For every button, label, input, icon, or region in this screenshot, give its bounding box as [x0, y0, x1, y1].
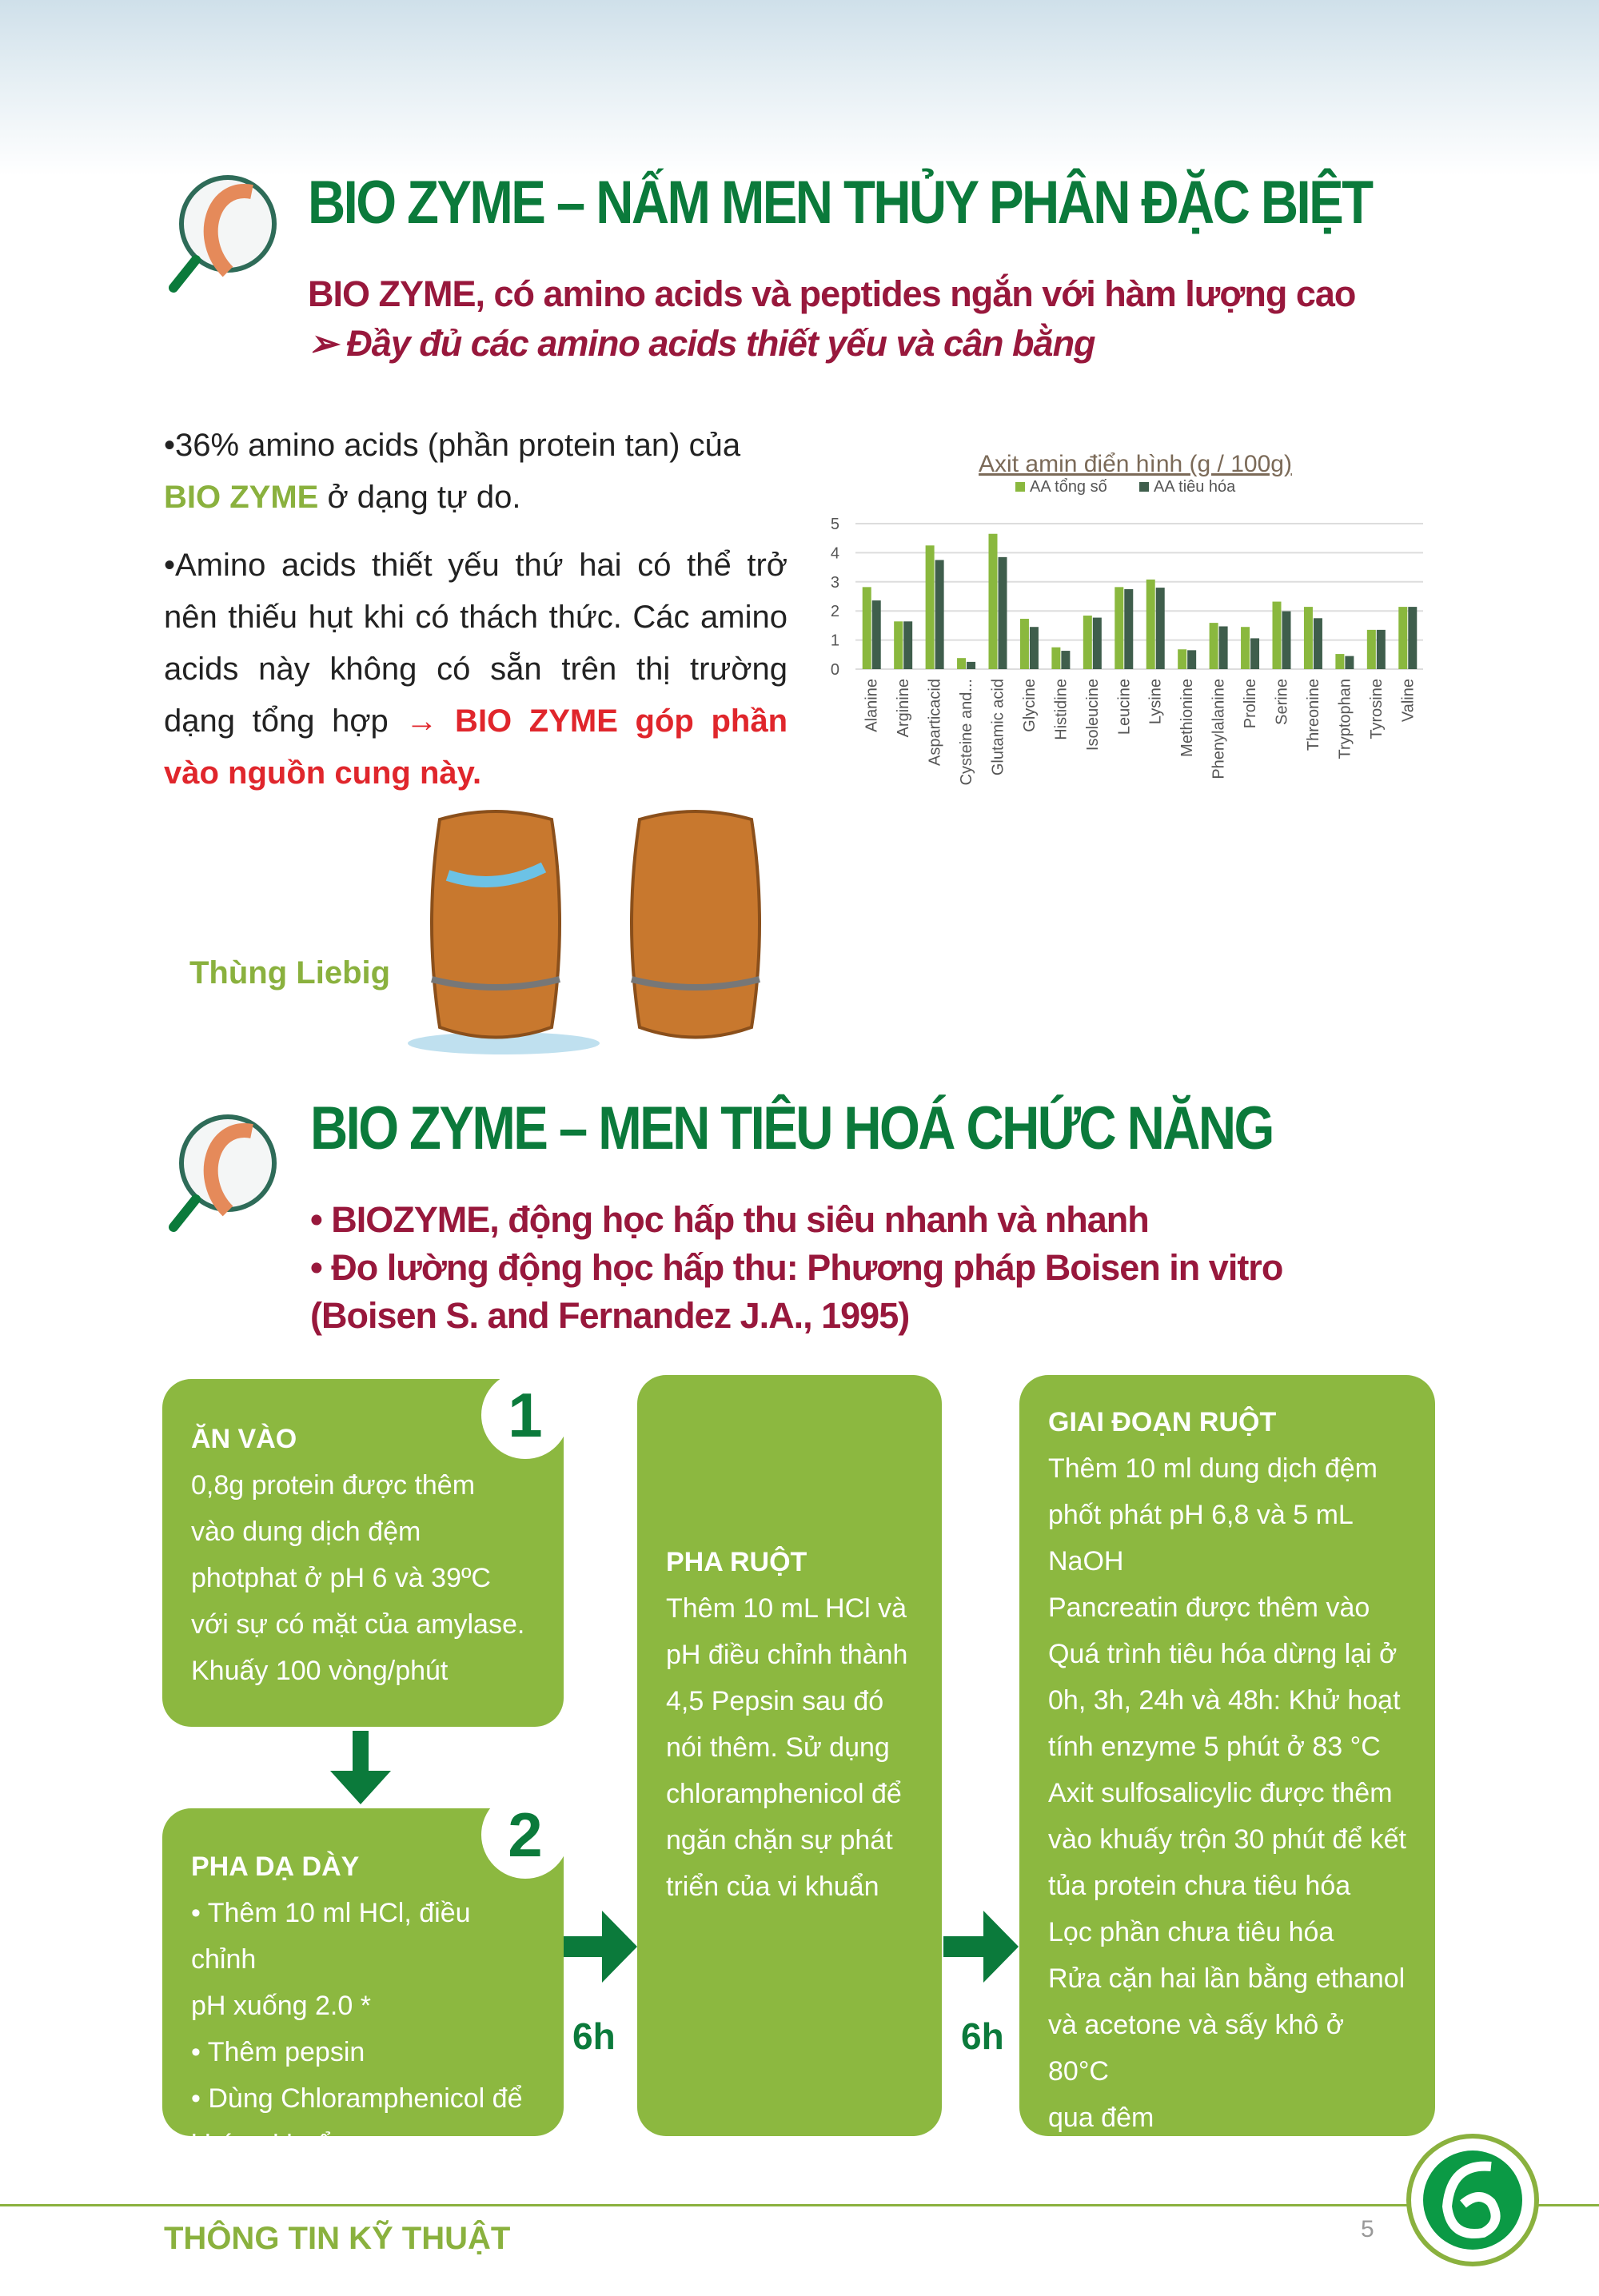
legend-swatch: [1139, 482, 1149, 492]
liebig-barrels-image: [400, 803, 847, 1059]
step-line: nói thêm. Sử dụng: [666, 1732, 890, 1763]
bar-total: [957, 658, 966, 669]
section1-title: BIO ZYME – NẤM MEN THỦY PHÂN ĐẶC BIỆT: [308, 169, 1372, 237]
p2-highlight: → BIO ZYME góp phần vào nguồn cung này.: [164, 704, 788, 791]
x-tick-label: Glutamic acid: [989, 679, 1007, 776]
step-title: ĂN VÀO: [191, 1424, 297, 1454]
p2-text: •Amino acids thiết yếu thứ hai có thể trở nên thiếu hụt khi có thách thức. Các amino acids này không có sẵn trên thị trường dạng tổng hợp: [164, 548, 788, 739]
x-tick-label: Histidine: [1052, 679, 1071, 740]
bar-total: [1210, 623, 1218, 669]
x-tick-label: Methionine: [1178, 679, 1197, 757]
step-title: PHA DẠ DÀY: [191, 1852, 360, 1882]
bar-total: [1178, 649, 1186, 669]
bar-total: [1051, 648, 1060, 669]
p1-brand: BIO ZYME: [164, 480, 319, 515]
bar-total: [989, 534, 998, 669]
step-line: kháng khuẩn: [191, 2130, 347, 2160]
x-tick-label: Asparticacid: [926, 679, 944, 766]
x-tick-label: Leucine: [1115, 679, 1134, 735]
step-line: Quá trình tiêu hóa dừng lại ở: [1048, 1639, 1398, 1669]
step-line: Khuấy 100 vòng/phút: [191, 1656, 449, 1686]
bar-total: [1146, 580, 1155, 669]
step-line: 0,8g protein được thêm: [191, 1470, 476, 1501]
step-line: Lọc phần chưa tiêu hóa: [1048, 1917, 1334, 1947]
step-line: • Thêm 10 ml HCl, điều chỉnh: [191, 1898, 471, 1975]
step-line: 4,5 Pepsin sau đó: [666, 1686, 884, 1716]
bar-total: [1083, 616, 1092, 669]
x-tick-label: Cysteine and...: [958, 679, 976, 786]
shrimp-magnifier-icon: [164, 1107, 284, 1235]
legend-label: AA tiêu hóa: [1154, 478, 1236, 496]
page-number: 5: [1361, 2216, 1374, 2242]
y-tick-label: 5: [830, 516, 839, 533]
water-header-background: [0, 0, 1599, 176]
step-line: pH xuống 2.0 *: [191, 1991, 371, 2021]
chart-title: Axit amin điển hình (g / 100g): [979, 451, 1292, 477]
bar-digested: [903, 621, 912, 669]
step-line: ngăn chặn sự phát: [666, 1825, 893, 1856]
bar-digested: [1156, 588, 1165, 669]
bar-digested: [1377, 630, 1386, 669]
arrow-right-icon: [943, 1911, 1019, 1983]
step-intestine-phase-box: [637, 1375, 942, 2136]
section1-subtitle: BIO ZYME, có amino acids và peptides ngắn với hàm lượng cao: [308, 273, 1356, 314]
p1-text-end: ở dạng tự do.: [318, 480, 521, 515]
step-line: chloramphenicol để: [666, 1779, 902, 1809]
x-tick-label: Tyrosine: [1367, 679, 1386, 739]
x-tick-label: Phenylalanine: [1210, 679, 1228, 779]
step-line: • Dùng Chloramphenicol để: [191, 2083, 523, 2114]
step-line: tủa protein chưa tiêu hóa: [1048, 1871, 1351, 1901]
paragraph-free-amino: [164, 420, 788, 524]
step-line: triển của vi khuẩn: [666, 1871, 879, 1902]
step-line: photphat ở pH 6 và 39ºC: [191, 1563, 491, 1593]
bar-total: [1273, 602, 1282, 669]
bar-digested: [1187, 650, 1196, 669]
step-line: vào dung dịch đệm: [191, 1517, 421, 1547]
arrow-down-icon: [322, 1731, 399, 1807]
bar-digested: [1282, 612, 1291, 669]
shrimp-magnifier-icon: [164, 168, 284, 296]
bar-total: [894, 621, 903, 669]
section2-line1: • BIOZYME, động học hấp thu siêu nhanh và nhanh: [310, 1199, 1149, 1240]
step-title: PHA RUỘT: [666, 1547, 807, 1577]
arrow-right-icon: [564, 1911, 637, 1983]
legend-label: AA tổng số: [1030, 478, 1107, 496]
step-line: phốt phát pH 6,8 và 5 mL: [1048, 1500, 1354, 1530]
y-tick-label: 3: [830, 573, 839, 592]
x-tick-label: Glycine: [1020, 679, 1039, 732]
bar-total: [1398, 607, 1407, 669]
section2-line3: (Boisen S. and Fernandez J.A., 1995): [310, 1295, 910, 1336]
bar-digested: [999, 557, 1007, 669]
bar-total: [1241, 627, 1250, 669]
bar-digested: [1124, 589, 1133, 669]
step-number-1: 1: [481, 1371, 569, 1459]
bar-digested: [1408, 607, 1417, 669]
bar-total: [1115, 587, 1123, 669]
paragraph-essential-amino: [164, 540, 788, 799]
legend-swatch: [1015, 482, 1025, 492]
step-line: vào khuấy trộn 30 phút để kết: [1048, 1824, 1406, 1855]
bar-total: [926, 545, 935, 669]
bar-total: [1367, 630, 1376, 669]
x-tick-label: Lysine: [1146, 679, 1165, 725]
step-line: qua đêm: [1048, 2103, 1154, 2133]
section2-line2: • Đo lường động học hấp thu: Phương pháp Boisen in vitro: [310, 1247, 1283, 1288]
step-line: • Thêm pepsin: [191, 2037, 365, 2067]
footer-divider: [0, 2204, 1599, 2206]
section1-bullet: ➢ Đầy đủ các amino acids thiết yếu và cân bằng: [308, 323, 1095, 364]
step-intestinal-stage-box: [1019, 1375, 1435, 2136]
bar-total: [1335, 654, 1344, 669]
step-number-2: 2: [481, 1791, 569, 1879]
bar-digested: [935, 560, 944, 670]
brand-logo: [1403, 2131, 1543, 2270]
step-line: Thêm 10 ml dung dịch đệm: [1048, 1453, 1378, 1484]
step-line: với sự có mặt của amylase.: [191, 1609, 525, 1640]
step-line: NaOH: [1048, 1546, 1124, 1577]
time-label-2: 6h: [961, 2015, 1004, 2057]
step-line: tính enzyme 5 phút ở 83 °C: [1048, 1732, 1381, 1762]
bar-digested: [1061, 651, 1070, 669]
x-tick-label: Proline: [1242, 679, 1260, 729]
bar-total: [1304, 607, 1313, 669]
amino-acid-chart: [815, 416, 1439, 807]
footer-label: THÔNG TIN KỸ THUẬT: [164, 2221, 511, 2256]
step-line: Pancreatin được thêm vào: [1048, 1592, 1370, 1623]
bar-digested: [1093, 618, 1102, 669]
bar-digested: [967, 662, 975, 669]
step-line: và acetone và sấy khô ở 80°C: [1048, 2010, 1345, 2087]
step-line: 0h, 3h, 24h và 48h: Khử hoạt: [1048, 1685, 1401, 1716]
y-tick-label: 4: [830, 544, 839, 563]
y-tick-label: 0: [830, 661, 839, 679]
time-label-1: 6h: [572, 2015, 616, 2057]
step-line: pH điều chỉnh thành: [666, 1640, 908, 1670]
x-tick-label: Isoleucine: [1083, 679, 1102, 751]
barrel-label: Thùng Liebig: [189, 955, 391, 991]
y-tick-label: 1: [830, 632, 839, 650]
bar-digested: [1250, 638, 1259, 669]
step-line: Rửa cặn hai lần bằng ethanol: [1048, 1963, 1406, 1994]
bar-total: [1020, 619, 1029, 669]
bar-digested: [1345, 656, 1354, 669]
y-tick-label: 2: [830, 603, 839, 621]
bar-digested: [1030, 627, 1039, 669]
x-tick-label: Alanine: [863, 679, 881, 732]
step-line: Axit sulfosalicylic được thêm: [1048, 1778, 1393, 1808]
x-tick-label: Valine: [1399, 679, 1418, 723]
x-tick-label: Tryptophan: [1336, 679, 1354, 759]
bar-total: [863, 587, 871, 669]
bar-digested: [1219, 626, 1228, 669]
bar-digested: [872, 600, 881, 669]
step-line: Thêm 10 mL HCl và: [666, 1593, 907, 1624]
p1-text: •36% amino acids (phần protein tan) của: [164, 428, 741, 463]
section2-title: BIO ZYME – MEN TIÊU HOÁ CHỨC NĂNG: [310, 1094, 1273, 1162]
step-title: GIAI ĐOẠN RUỘT: [1048, 1407, 1277, 1437]
x-tick-label: Threonine: [1304, 679, 1322, 751]
bar-digested: [1314, 618, 1322, 669]
x-tick-label: Arginine: [895, 679, 913, 738]
x-tick-label: Serine: [1273, 679, 1291, 725]
